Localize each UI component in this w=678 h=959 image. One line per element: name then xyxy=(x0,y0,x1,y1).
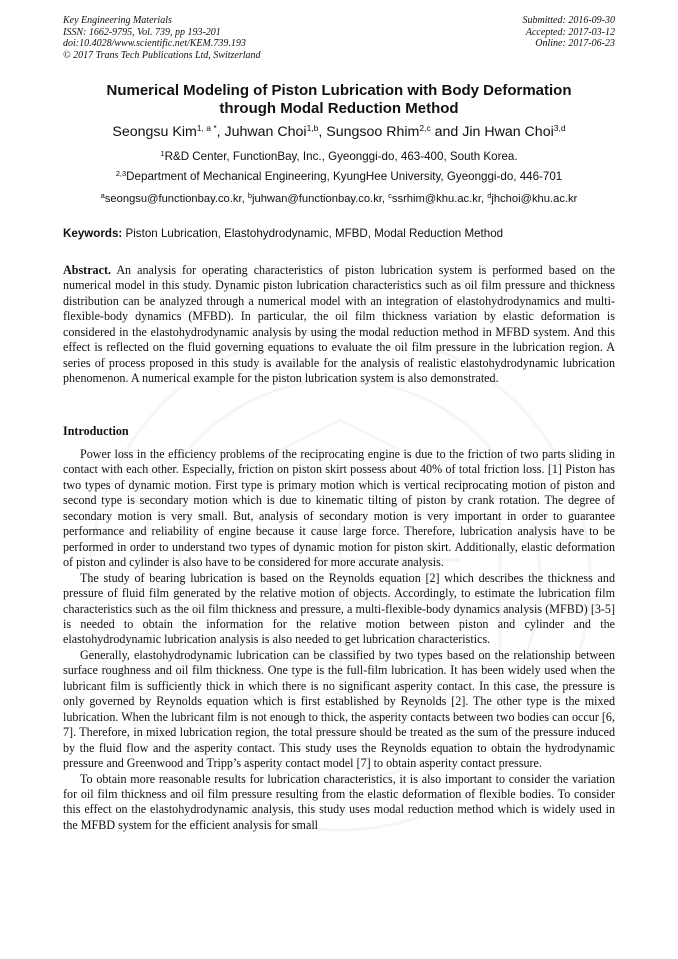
submission-dates xyxy=(523,15,616,50)
author-affiliation-mark: 3,d xyxy=(553,123,566,133)
title-line-1: Numerical Modeling of Piston Lubrication with Body Deformation xyxy=(106,82,572,99)
paragraph: Power loss in the efficiency problems of the reciprocating engine is due to the friction of two parts sliding in contact with each other. Especially, friction on piston skirt possess about 40% of total friction loss. [1] Piston has two types of dynamic motion. First type is primary motion which is vertical reciprocating motion of piston and second type is secondary motion which is due to kinematic tilting of piston by crank rotation. The degree of secondary motion is very small. But, analysis of secondary motion is very important in order to guarantee performance and reliability of engine because it cause large force. Therefore, lubrication analysis have to be performed in order to understand two types of dynamic motion for piston skirt. Additionally, elastic deformation of piston and cylinder is also have to be considered for more accurate analysis. xyxy=(63,447,615,570)
affiliation-text: R&D Center, FunctionBay, Inc., Gyeonggi-do, 463-400, South Korea. xyxy=(164,150,518,163)
keywords-label: Keywords: xyxy=(63,227,123,240)
introduction-body xyxy=(63,447,615,833)
email-mark: a xyxy=(100,191,105,200)
author-separator: , xyxy=(318,124,327,140)
paragraph: The study of bearing lubrication is based on the Reynolds equation [2] which describes the thickness and pressure of fluid film generated by the relative motion of objects. Accordingly, to estimate the lubrication film characteristics such as the oil film thickness and pressure, a multi-flexible-body dynamics analysis (MFBD) [3-5] is needed to obtain the information for the relative motion between piston and cylinder and the elastohydrodynamic lubrication analysis is also needed to get lubrication characteristics. xyxy=(63,570,615,647)
author-name: Seongsu Kim xyxy=(112,124,197,140)
author-affiliation-mark: 1,b xyxy=(306,123,319,133)
author-emails xyxy=(30,192,648,206)
email-link[interactable]: seongsu@functionbay.co.kr xyxy=(104,193,242,205)
affiliation-2 xyxy=(30,170,648,184)
affiliation-text: Department of Mechanical Engineering, KyungHee University, Gyeonggi-do, 446-701 xyxy=(126,170,563,183)
email-separator: , xyxy=(480,193,488,205)
email-link[interactable]: ssrhim@khu.ac.kr xyxy=(391,193,481,205)
email-mark: d xyxy=(487,191,492,200)
keywords xyxy=(63,227,615,241)
paper-title xyxy=(63,82,615,118)
email-link[interactable]: juhwan@functionbay.co.kr xyxy=(251,193,382,205)
journal-doi: doi:10.4028/www.scientific.net/KEM.739.193 xyxy=(63,38,246,50)
email-separator: , xyxy=(381,193,389,205)
author-list xyxy=(40,123,638,141)
section-heading-introduction: Introduction xyxy=(63,424,129,438)
abstract-label: Abstract. xyxy=(63,263,112,277)
copyright: © 2017 Trans Tech Publications Ltd, Switzerland xyxy=(63,49,261,61)
accepted-date: Accepted: 2017-03-12 xyxy=(525,26,615,38)
author-affiliation-mark: 2,c xyxy=(419,123,431,133)
affiliation-mark: 1 xyxy=(160,149,165,158)
paragraph: To obtain more reasonable results for lubrication characteristics, it is also important to consider the variation for oil film thickness and oil film pressure resulting from the elastic deformation of flexible bodies. To consider this effect on the elastohydrodynamic analysis, this study uses modal reduction method which is widely used in the MFBD system for the efficient analysis for small xyxy=(63,771,615,832)
affiliation-1 xyxy=(30,150,648,164)
author-affiliation-mark: 1, a * xyxy=(196,123,217,133)
submitted-date: Submitted: 2016-09-30 xyxy=(522,15,615,26)
email-mark: c xyxy=(388,191,392,200)
author-separator: , xyxy=(216,124,225,140)
author-name: Sungsoo Rhim xyxy=(326,124,420,140)
author-name: Jin Hwan Choi xyxy=(462,124,554,140)
abstract-text: An analysis for operating characteristics of piston lubrication system is performed based on the numerical model in this study. Dynamic piston lubrication characteristics such as oil film pressure and thickness distribution can be analyzed through a numerical model with an integration of elastohydrodynamics and multi-flexible-body dynamics (MFBD). In particular, the oil film thickness variation by elastic deformation is considered in the elastohydrodynamic analysis by using the modal reduction method in MFBD system. And this effect is reflected on the fluid governing equations to evaluate the oil film pressure in the lubrication region. A series of process proposed in this study is available for the analysis of realistic elastohydrodynamic lubrication phenomenon. A numerical example for the piston lubrication system is also demonstrated. xyxy=(63,263,615,386)
author-separator: and xyxy=(430,124,463,140)
email-mark: b xyxy=(247,191,252,200)
abstract xyxy=(63,263,615,387)
paragraph: Generally, elastohydrodynamic lubrication can be classified by two types based on the relationship between surface roughness and oil film thickness. One type is the full-film lubrication. It has been widely used when the lubricant film is sufficiently thick in which there is no significant asperity contact. In this case, the pressure is only governed by Reynolds equation which is first established by Reynolds [2]. The other type is the mixed lubrication. When the lubricant film is not enough to thick, the asperity contacts between two bodies can occur [6, 7]. Therefore, in mixed lubrication region, the total pressure should be treated as the sum of the pressure induced by the fluid flow and the asperity contact. This study uses the Reynolds equation to obtain the hydrodynamic pressure and Greenwood and Tripp’s asperity contact model [7] to obtain asperity contact pressure. xyxy=(63,647,615,771)
online-date: Online: 2017-06-23 xyxy=(535,38,615,50)
author-name: Juhwan Choi xyxy=(224,124,307,140)
title-line-2: through Modal Reduction Method xyxy=(219,100,459,117)
journal-info xyxy=(63,15,261,61)
affiliation-mark: 2,3 xyxy=(115,169,127,178)
keywords-text: Piston Lubrication, Elastohydrodynamic, MFBD, Modal Reduction Method xyxy=(122,227,504,240)
email-separator: , xyxy=(241,193,248,205)
email-link[interactable]: jhchoi@khu.ac.kr xyxy=(491,193,578,205)
journal-issn: ISSN: 1662-9795, Vol. 739, pp 193-201 xyxy=(63,26,221,38)
journal-name: Key Engineering Materials xyxy=(63,15,172,26)
